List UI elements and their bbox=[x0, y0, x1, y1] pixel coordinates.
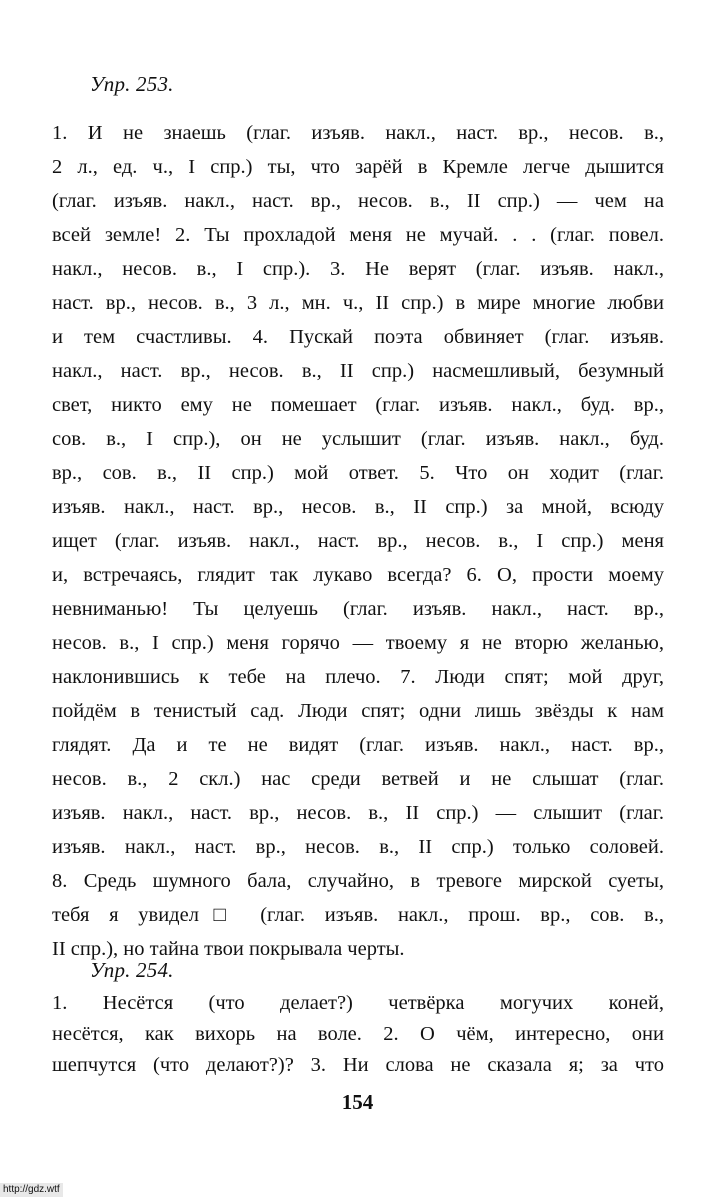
text-line: 1. Несётся (что делает?) четвёрка могучих коней, bbox=[52, 992, 664, 1014]
text-line: пойдём в тенистый сад. Люди спят; одни лишь звёзды к нам bbox=[52, 700, 664, 722]
exercise-254-text bbox=[52, 988, 664, 1081]
page-number: 154 bbox=[341, 1090, 374, 1114]
text-line: свет, никто ему не помешает (глаг. изъяв. накл., буд. вр., bbox=[52, 394, 664, 416]
text-line: накл., несов. в., I спр.). 3. Не верят (глаг. изъяв. накл., bbox=[52, 258, 664, 280]
text-line: наклонившись к тебе на плечо. 7. Люди спят; мой друг, bbox=[52, 666, 664, 688]
text-line: изъяв. накл., наст. вр., несов. в., II спр.) только соловей. bbox=[52, 836, 664, 858]
text-line: II спр.), но тайна твои покрывала черты. bbox=[52, 938, 405, 960]
text-line: всей земле! 2. Ты прохладой меня не мучай. . . (глаг. повел. bbox=[52, 224, 664, 246]
text-line: ищет (глаг. изъяв. накл., наст. вр., несов. в., I спр.) меня bbox=[52, 530, 664, 552]
text-line: несётся, как вихорь на воле. 2. О чём, интересно, они bbox=[52, 1023, 664, 1045]
text-line: накл., наст. вр., несов. в., II спр.) насмешливый, безумный bbox=[52, 360, 664, 382]
text-line: изъяв. накл., наст. вр., несов. в., II спр.) за мной, всюду bbox=[52, 496, 664, 518]
text-line: (глаг. изъяв. накл., наст. вр., несов. в., II спр.) — чем на bbox=[52, 190, 664, 212]
exercise-254-heading: Упр. 254. bbox=[90, 958, 174, 982]
exercise-253-text bbox=[52, 116, 664, 966]
text-line: изъяв. накл., наст. вр., несов. в., II спр.) — слышит (глаг. bbox=[52, 802, 664, 824]
text-line: наст. вр., несов. в., 3 л., мн. ч., II спр.) в мире многие любви bbox=[52, 292, 664, 314]
exercise-253-heading: Упр. 253. bbox=[90, 72, 174, 96]
text-line: несов. в., I спр.) меня горячо — твоему я не вторю желанью, bbox=[52, 632, 664, 654]
text-line: 2 л., ед. ч., I спр.) ты, что зарёй в Кремле легче дышится bbox=[52, 156, 664, 178]
text-line: сов. в., I спр.), он не услышит (глаг. изъяв. накл., буд. bbox=[52, 428, 664, 450]
text-line: несов. в., 2 скл.) нас среди ветвей и не слышат (глаг. bbox=[52, 768, 664, 790]
watermark-link[interactable]: http://gdz.wtf bbox=[0, 1183, 63, 1197]
text-line: глядят. Да и те не видят (глаг. изъяв. накл., наст. вр., bbox=[52, 734, 664, 756]
text-line: невниманью! Ты целуешь (глаг. изъяв. накл., наст. вр., bbox=[52, 598, 664, 620]
text-line: и, встречаясь, глядит так лукаво всегда? 6. О, прости моему bbox=[52, 564, 664, 586]
text-line: вр., сов. в., II спр.) мой ответ. 5. Что он ходит (глаг. bbox=[52, 462, 664, 484]
text-line: шепчутся (что делают?)? 3. Ни слова не сказала я; за что bbox=[52, 1054, 664, 1076]
text-line: 8. Средь шумного бала, случайно, в тревоге мирской суеты, bbox=[52, 870, 664, 892]
text-line: 1. И не знаешь (глаг. изъяв. накл., наст. вр., несов. в., bbox=[52, 122, 664, 144]
text-line: и тем счастливы. 4. Пускай поэта обвиняет (глаг. изъяв. bbox=[52, 326, 664, 348]
text-line: тебя я увидел□ (глаг. изъяв. накл., прош. вр., сов. в., bbox=[52, 904, 664, 926]
